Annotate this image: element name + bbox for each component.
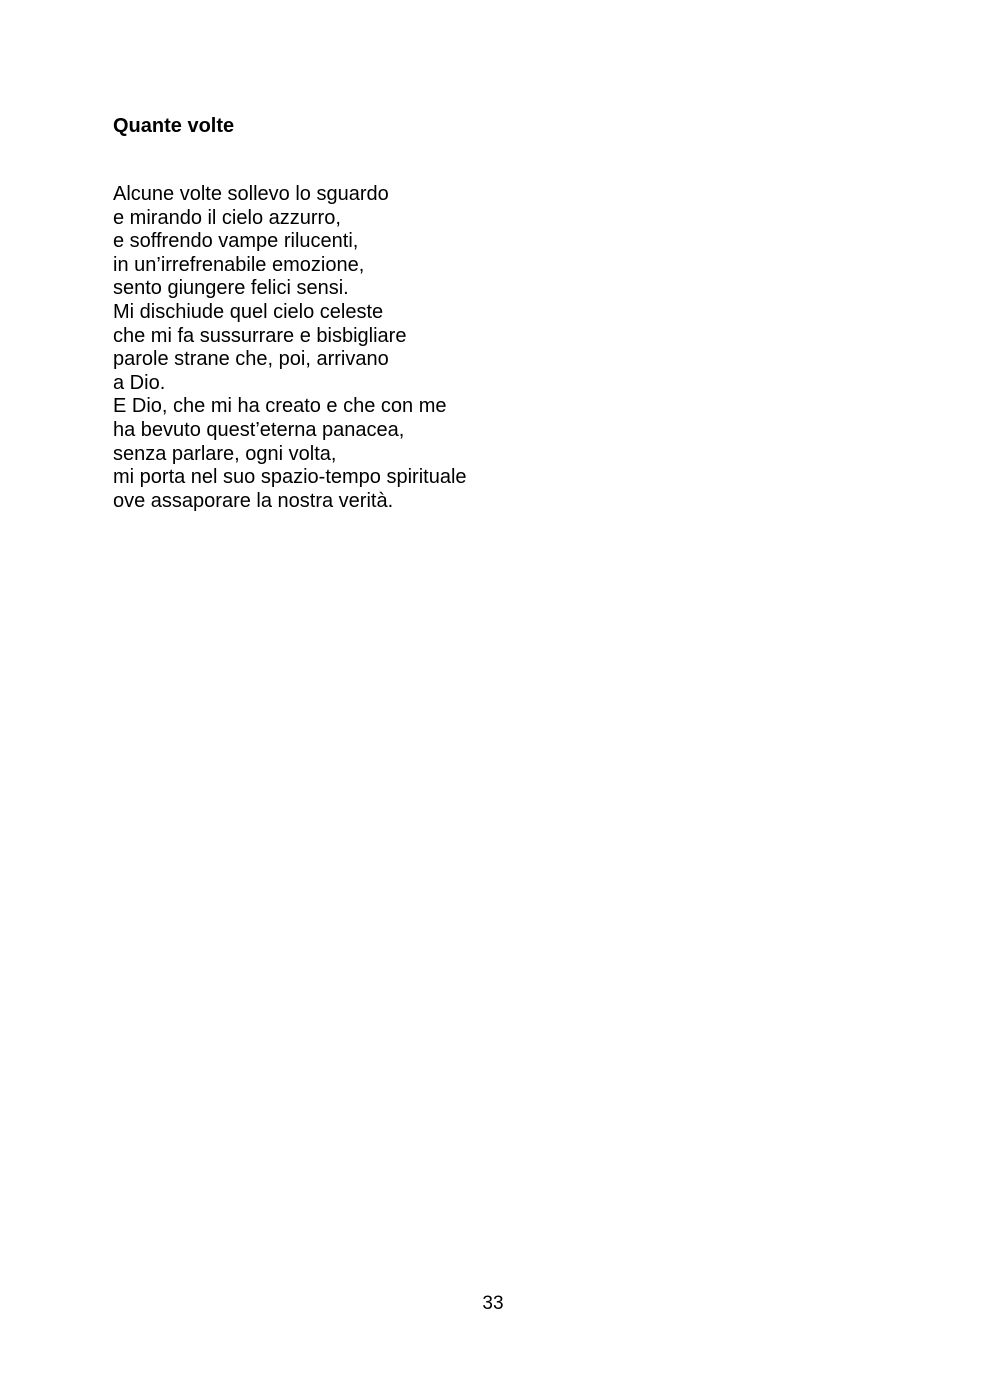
poem-body [113,183,467,513]
poem-line: che mi fa sussurrare e bisbigliare [113,324,407,347]
poem-line: Alcune volte sollevo lo sguardo [113,183,389,205]
poem-title: Quante volte [113,115,235,137]
poem-line: e mirando il cielo azzurro, [113,206,341,229]
poem-line: mi porta nel suo spazio-tempo spirituale [113,466,467,489]
poem-line: E Dio, che mi ha creato e che con me [113,395,447,418]
poem-line: Mi dischiude quel cielo celeste [113,300,384,323]
page-number: 33 [482,1293,504,1314]
poem-line: a Dio. [113,371,166,394]
poem-line: ove assaporare la nostra verità. [113,489,394,512]
poem-line: ha bevuto quest’eterna panacea, [113,418,405,441]
poem-line: parole strane che, poi, arrivano [113,348,389,371]
poem-line: senza parlare, ogni volta, [113,442,337,465]
poem-line: sento giungere felici sensi. [113,277,349,300]
poem-line: in un’irrefrenabile emozione, [113,253,365,276]
poem-line: e soffrendo vampe rilucenti, [113,230,359,253]
